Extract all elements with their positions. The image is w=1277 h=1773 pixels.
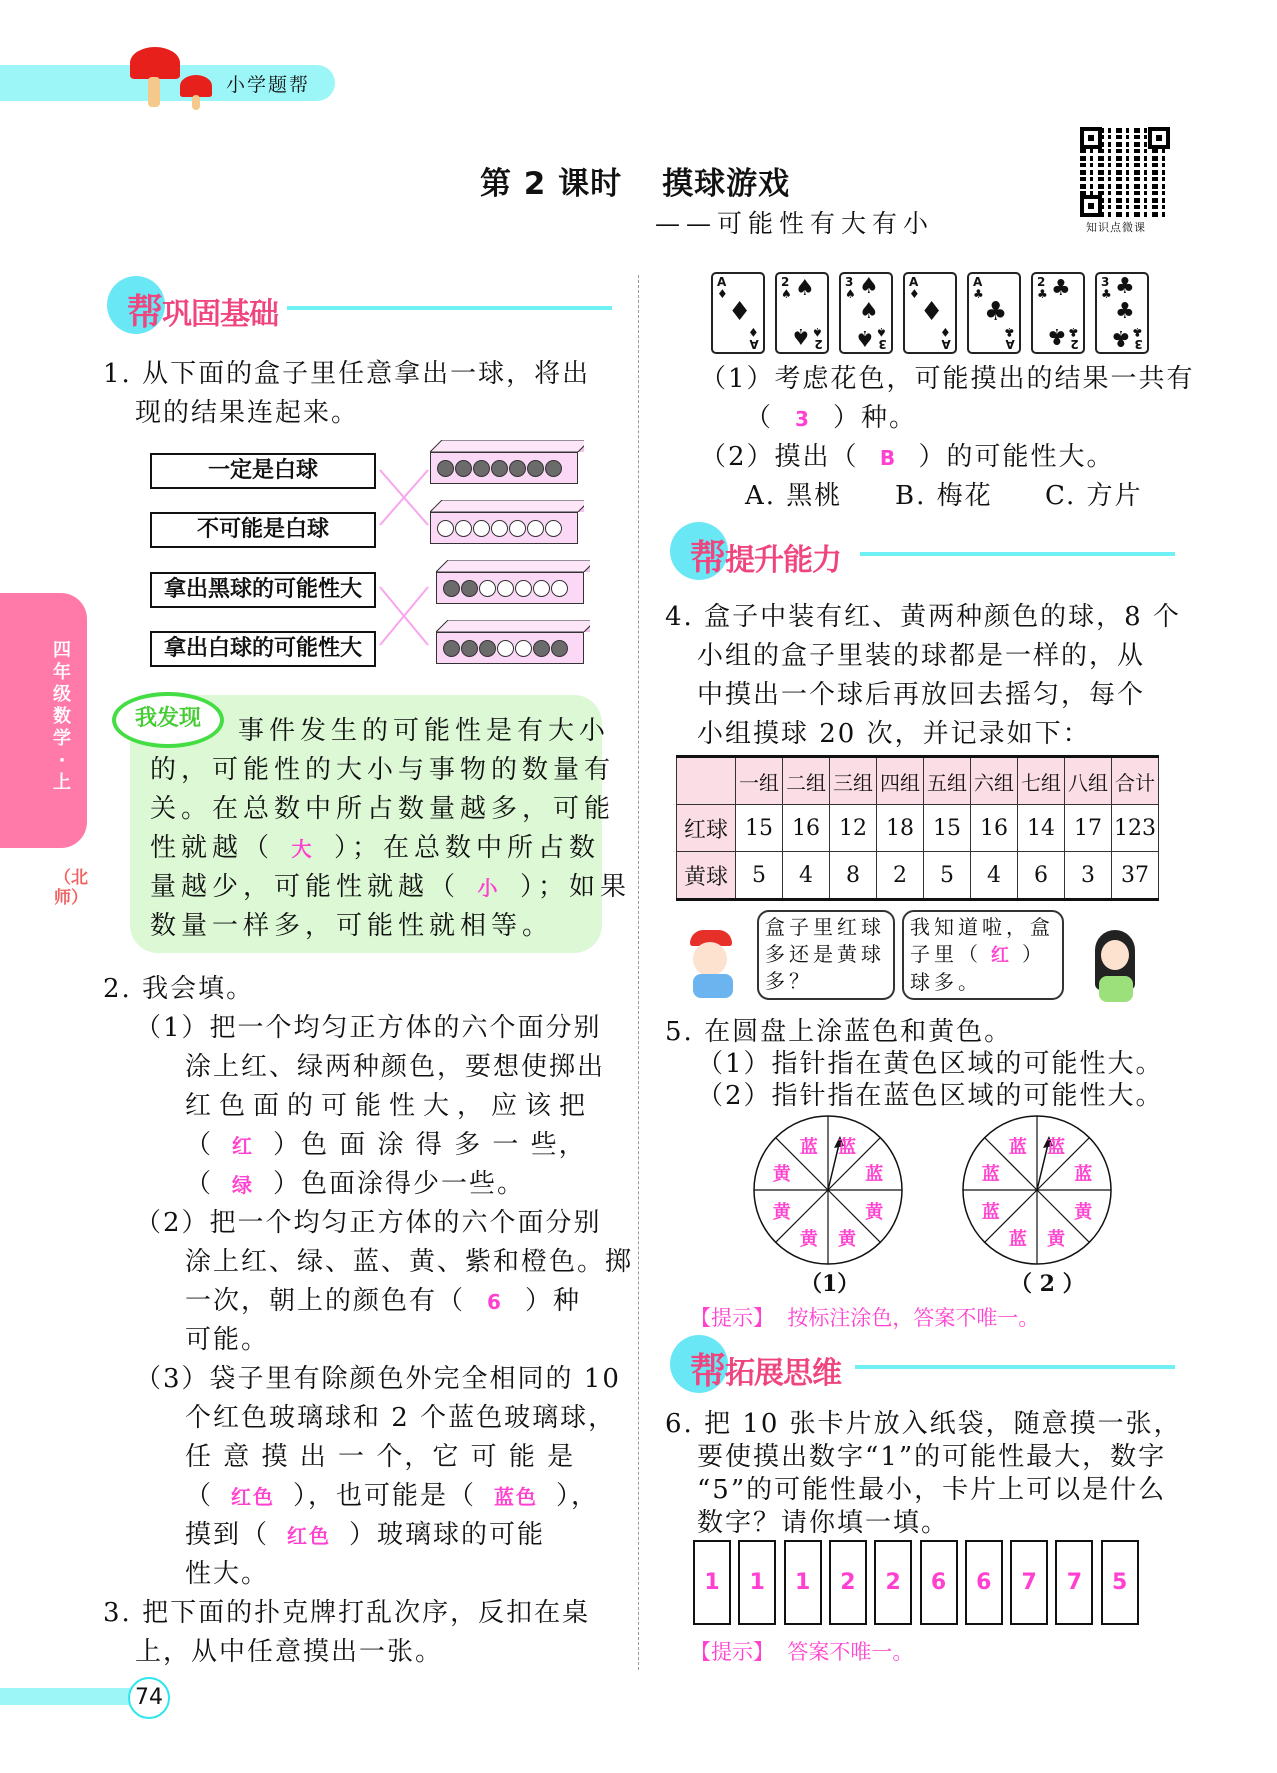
answer-big[interactable]: 大 bbox=[291, 837, 317, 861]
table-cell: 16 bbox=[971, 805, 1018, 852]
q4-line1: 4. 盒子中装有红、黄两种颜色的球，8 个 bbox=[665, 602, 1181, 632]
table-row bbox=[677, 805, 1159, 852]
white-ball bbox=[515, 580, 532, 597]
sector-color-label: 蓝 bbox=[1074, 1163, 1093, 1185]
answer-red-ball[interactable]: 红色 bbox=[231, 1485, 276, 1509]
table-cell: 6 bbox=[1018, 852, 1065, 900]
table-cell: 3 bbox=[1065, 852, 1112, 900]
white-ball bbox=[473, 520, 490, 537]
white-ball bbox=[533, 580, 550, 597]
discover-line6: 数量一样多，可能性就相等。 bbox=[150, 911, 554, 941]
card-rank: A ♦ bbox=[909, 275, 920, 301]
q1-text-line2: 现的结果连起来。 bbox=[135, 398, 360, 428]
sector-color-label: 黄 bbox=[1047, 1229, 1066, 1251]
mushroom-icon bbox=[130, 47, 180, 102]
suit-icon: ♣ bbox=[1115, 299, 1135, 324]
brand-label: 小学题帮 bbox=[226, 74, 311, 96]
card-rank: A ♦ bbox=[940, 325, 951, 351]
black-ball bbox=[443, 640, 460, 657]
table-header-row bbox=[677, 757, 1159, 805]
discover-line4: 性就越（ 大 ）；在总数中所占数 bbox=[150, 829, 600, 869]
sector-color-label: 黄 bbox=[1074, 1202, 1093, 1224]
suit-icon: ♦ bbox=[920, 297, 944, 327]
card-rank: 3 ♠ bbox=[845, 275, 856, 301]
q1-connect-lines bbox=[378, 465, 433, 665]
white-ball bbox=[515, 640, 532, 657]
playing-card[interactable] bbox=[839, 272, 893, 354]
sector-color-label: 蓝 bbox=[981, 1202, 1000, 1224]
black-ball bbox=[461, 580, 478, 597]
card-rank: 3 ♣ bbox=[1101, 275, 1112, 301]
table-cell: 5 bbox=[924, 852, 971, 900]
suit-icon: ♠ bbox=[859, 274, 879, 299]
sector-color-label: 黄 bbox=[865, 1202, 884, 1224]
discover-line5: 量越少，可能性就越（ 小 ）；如果 bbox=[150, 868, 631, 908]
sector-color-label: 蓝 bbox=[1008, 1229, 1027, 1251]
ball-box[interactable] bbox=[430, 440, 585, 470]
sector-color-label: 黄 bbox=[772, 1202, 791, 1224]
suit-icon: ♠ bbox=[855, 325, 875, 350]
table-header: 五组 bbox=[924, 757, 971, 805]
black-ball bbox=[491, 460, 508, 477]
girl-speech-bubble: 我知道啦，盒 子里（ 红 ） 球多。 bbox=[902, 910, 1064, 1000]
card-rank: A ♦ bbox=[748, 325, 759, 351]
sector-color-label: 黄 bbox=[772, 1163, 791, 1185]
q2-p3-line3: 任 意 摸 出 一 个，它 可 能 是 bbox=[185, 1442, 576, 1472]
q2-p3-line6: 性大。 bbox=[185, 1559, 270, 1589]
table-cell: 15 bbox=[736, 805, 783, 852]
row-label: 黄球 bbox=[677, 852, 736, 900]
q4-line2: 小组的盒子里装的球都是一样的，从 bbox=[697, 641, 1146, 671]
playing-card[interactable] bbox=[903, 272, 957, 354]
black-ball bbox=[527, 460, 544, 477]
q2-p3-line1: （3）袋子里有除颜色外完全相同的 10 bbox=[135, 1364, 621, 1394]
table-cell: 18 bbox=[877, 805, 924, 852]
answer-small[interactable]: 小 bbox=[477, 876, 503, 900]
spinner-2-caption: （ 2 ） bbox=[1010, 1271, 1085, 1297]
table-header: 二组 bbox=[783, 757, 830, 805]
spinner-1[interactable] bbox=[752, 1114, 904, 1266]
discover-line2: 的，可能性的大小与事物的数量有 bbox=[150, 755, 616, 785]
table-header: 四组 bbox=[877, 757, 924, 805]
discover-badge: 我发现 bbox=[112, 692, 224, 748]
number-card[interactable]: 6 bbox=[965, 1540, 1003, 1625]
q5-line1: 5. 在圆盘上涂蓝色和黄色。 bbox=[665, 1017, 1013, 1047]
sector-color-label: 蓝 bbox=[838, 1136, 857, 1158]
card-rank: 2 ♣ bbox=[1068, 325, 1079, 351]
q1-label-never-white[interactable]: 不可能是白球 bbox=[150, 512, 376, 548]
q2-p1-line4: （ 红 ）色 面 涂 得 多 一 些， bbox=[185, 1126, 587, 1166]
table-cell: 5 bbox=[736, 852, 783, 900]
q2-p1-line2: 涂上红、绿两种颜色，要想使掷出 bbox=[185, 1052, 606, 1082]
number-card[interactable]: 1 bbox=[784, 1540, 822, 1625]
answer-red[interactable]: 红 bbox=[232, 1134, 255, 1158]
section-improve: 帮提升能力 bbox=[670, 522, 1175, 582]
white-ball bbox=[437, 520, 454, 537]
table-cell: 4 bbox=[783, 852, 830, 900]
number-card[interactable]: 7 bbox=[1010, 1540, 1048, 1625]
white-ball bbox=[551, 580, 568, 597]
edition-label: （北师） bbox=[54, 868, 88, 908]
answer-blue-ball[interactable]: 蓝色 bbox=[494, 1485, 539, 1509]
table-cell: 8 bbox=[830, 852, 877, 900]
playing-card[interactable] bbox=[711, 272, 765, 354]
card-rank: A ♣ bbox=[1004, 325, 1015, 351]
white-ball bbox=[491, 520, 508, 537]
discover-line3: 关。在总数中所占数量越多，可能 bbox=[150, 794, 616, 824]
table-header: 一组 bbox=[736, 757, 783, 805]
table-cell: 37 bbox=[1112, 852, 1159, 900]
white-ball bbox=[479, 580, 496, 597]
girl-illustration bbox=[1085, 930, 1145, 1002]
ball-box[interactable] bbox=[436, 560, 591, 590]
spinner-2[interactable] bbox=[961, 1114, 1113, 1266]
table-cell: 15 bbox=[924, 805, 971, 852]
black-ball bbox=[551, 640, 568, 657]
boy-speech-bubble: 盒子里红球 多还是黄球 多？ bbox=[757, 910, 895, 1000]
answer-likely-ball[interactable]: 红色 bbox=[287, 1524, 332, 1548]
table-header: 七组 bbox=[1018, 757, 1065, 805]
q2-p2-line4: 可能。 bbox=[185, 1325, 270, 1355]
suit-icon: ♦ bbox=[728, 297, 752, 327]
ball-box[interactable] bbox=[430, 500, 585, 530]
sector-color-label: 蓝 bbox=[1047, 1136, 1066, 1158]
white-ball bbox=[545, 520, 562, 537]
sector-color-label: 蓝 bbox=[981, 1163, 1000, 1185]
number-card[interactable]: 2 bbox=[874, 1540, 912, 1625]
q1-label-white-likely[interactable]: 拿出白球的可能性大 bbox=[150, 631, 376, 667]
black-ball bbox=[443, 580, 460, 597]
suit-icon: ♠ bbox=[795, 276, 815, 301]
number-card[interactable]: 7 bbox=[1055, 1540, 1093, 1625]
white-ball bbox=[509, 520, 526, 537]
answer-three[interactable]: 3 bbox=[795, 407, 811, 431]
table-cell: 16 bbox=[783, 805, 830, 852]
playing-card[interactable] bbox=[1095, 272, 1149, 354]
sector-color-label: 蓝 bbox=[865, 1163, 884, 1185]
q2-p3-line4: （ 红色 ），也可能是（ 蓝色 ）， bbox=[185, 1477, 599, 1517]
white-ball bbox=[455, 520, 472, 537]
table-cell: 2 bbox=[877, 852, 924, 900]
table-header: 合计 bbox=[1112, 757, 1159, 805]
white-ball bbox=[497, 580, 514, 597]
card-rank: 2 ♠ bbox=[812, 325, 823, 351]
q1-label-black-likely[interactable]: 拿出黑球的可能性大 bbox=[150, 572, 376, 608]
sector-color-label: 黄 bbox=[838, 1229, 857, 1251]
section-basic: 帮巩固基础 bbox=[107, 276, 612, 336]
black-ball bbox=[533, 640, 550, 657]
suit-icon: ♠ bbox=[859, 299, 879, 324]
q3-option-c: C. 方片 bbox=[1045, 481, 1143, 511]
white-ball bbox=[497, 640, 514, 657]
q6-line3: “5”的可能性最小，卡片上可以是什么 bbox=[697, 1475, 1167, 1505]
answer-red-more[interactable]: 红 bbox=[991, 945, 1013, 966]
footer-band bbox=[0, 1688, 130, 1705]
table-cell: 12 bbox=[830, 805, 877, 852]
white-ball bbox=[527, 520, 544, 537]
number-card[interactable]: 2 bbox=[829, 1540, 867, 1625]
suit-icon: ♣ bbox=[1111, 325, 1131, 350]
q6-line1: 6. 把 10 张卡片放入纸袋，随意摸一张， bbox=[665, 1409, 1182, 1439]
column-divider bbox=[638, 275, 639, 1670]
table-cell: 14 bbox=[1018, 805, 1065, 852]
row-label: 红球 bbox=[677, 805, 736, 852]
q2-p1-line5: （ 绿 ）色面涂得少一些。 bbox=[185, 1165, 525, 1205]
card-rank: 3 ♣ bbox=[1132, 325, 1143, 351]
grade-label: 四年级数学·上 bbox=[53, 640, 71, 793]
q2-p3-line5: 摸到（ 红色 ）玻璃球的可能 bbox=[185, 1516, 545, 1556]
sector-color-label: 蓝 bbox=[799, 1136, 818, 1158]
table-header: 六组 bbox=[971, 757, 1018, 805]
qr-caption: 知识点微课 bbox=[1086, 221, 1146, 234]
card-rank: 3 ♠ bbox=[876, 325, 887, 351]
q1-label-always-white[interactable]: 一定是白球 bbox=[150, 453, 376, 489]
table-header: 三组 bbox=[830, 757, 877, 805]
black-ball bbox=[437, 460, 454, 477]
answer-six[interactable]: 6 bbox=[487, 1290, 503, 1314]
q2-p1-line3: 红色面的可能性大，应该把 bbox=[185, 1091, 594, 1121]
table-cell: 123 bbox=[1112, 805, 1159, 852]
card-rank: 2 ♠ bbox=[781, 275, 792, 301]
suit-icon: ♠ bbox=[791, 323, 811, 348]
q3-line1: 3. 把下面的扑克牌打乱次序，反扣在桌 bbox=[103, 1598, 591, 1628]
q5-line2: （1）指针指在黄色区域的可能性大。 bbox=[697, 1049, 1164, 1079]
q4-line4: 小组摸球 20 次，并记录如下： bbox=[697, 719, 1091, 749]
answer-b[interactable]: B bbox=[879, 446, 898, 470]
q3-option-a: A. 黑桃 bbox=[745, 481, 843, 511]
page-subtitle: ——可能性有大有小 bbox=[655, 209, 935, 238]
q5-line3: （2）指针指在蓝色区域的可能性大。 bbox=[697, 1081, 1164, 1111]
playing-card[interactable] bbox=[967, 272, 1021, 354]
q4-line3: 中摸出一个球后再放回去摇匀，每个 bbox=[697, 680, 1146, 710]
suit-icon: ♣ bbox=[1047, 323, 1067, 348]
table-cell: 4 bbox=[971, 852, 1018, 900]
mushroom-small-icon bbox=[180, 75, 212, 111]
q5-tip: 【提示】 按标注涂色，答案不唯一。 bbox=[690, 1306, 1040, 1330]
number-card[interactable]: 5 bbox=[1101, 1540, 1139, 1625]
card-rank: A ♦ bbox=[717, 275, 728, 301]
black-ball bbox=[545, 460, 562, 477]
q3-line2: 上，从中任意摸出一张。 bbox=[135, 1637, 444, 1667]
page-number: 74 bbox=[128, 1677, 170, 1719]
page-title: 第 2 课时 摸球游戏 bbox=[480, 166, 791, 202]
discover-line1: 事件发生的可能性是有大小 bbox=[238, 716, 611, 746]
q3-s1-line2: （ 3 ）种。 bbox=[745, 399, 917, 439]
card-rank: A ♣ bbox=[973, 275, 984, 301]
boy-illustration bbox=[685, 930, 745, 1000]
black-ball bbox=[509, 460, 526, 477]
number-card[interactable]: 6 bbox=[920, 1540, 958, 1625]
number-card[interactable]: 1 bbox=[693, 1540, 731, 1625]
answer-green[interactable]: 绿 bbox=[232, 1173, 255, 1197]
card-rank: 2 ♣ bbox=[1037, 275, 1048, 301]
number-card[interactable]: 1 bbox=[738, 1540, 776, 1625]
sector-color-label: 蓝 bbox=[1008, 1136, 1027, 1158]
side-tab bbox=[0, 593, 87, 848]
q2-title: 2. 我会填。 bbox=[103, 974, 255, 1004]
q3-option-b: B. 梅花 bbox=[895, 481, 993, 511]
q2-p2-line2: 涂上红、绿、蓝、黄、紫和橙色。掷 bbox=[185, 1247, 634, 1277]
table-header: 八组 bbox=[1065, 757, 1112, 805]
q3-s1-line1: （1）考虑花色，可能摸出的结果一共有 bbox=[700, 364, 1195, 394]
table-header bbox=[677, 757, 736, 805]
sector-color-label: 黄 bbox=[799, 1229, 818, 1251]
black-ball bbox=[479, 640, 496, 657]
q6-tip: 【提示】 答案不唯一。 bbox=[690, 1640, 914, 1664]
q3-s2-line: （2）摸出（ B ）的可能性大。 bbox=[700, 438, 1115, 478]
q6-line4: 数字？请你填一填。 bbox=[697, 1508, 950, 1538]
ball-box[interactable] bbox=[436, 620, 591, 650]
black-ball bbox=[473, 460, 490, 477]
suit-icon: ♣ bbox=[1115, 274, 1135, 299]
q1-text-line1: 1. 从下面的盒子里任意拿出一球，将出 bbox=[103, 359, 591, 389]
record-table bbox=[676, 755, 1159, 901]
q2-p1-line1: （1）把一个均匀正方体的六个面分别 bbox=[135, 1013, 602, 1043]
suit-icon: ♣ bbox=[984, 297, 1008, 327]
table-row bbox=[677, 852, 1159, 900]
playing-card[interactable] bbox=[775, 272, 829, 354]
q2-p2-line1: （2）把一个均匀正方体的六个面分别 bbox=[135, 1208, 602, 1238]
spinner-1-caption: （1） bbox=[800, 1271, 860, 1297]
section-expand: 帮拓展思维 bbox=[670, 1335, 1175, 1395]
playing-card[interactable] bbox=[1031, 272, 1085, 354]
q2-p2-line3: 一次，朝上的颜色有（ 6 ）种 bbox=[185, 1282, 581, 1322]
qr-code[interactable] bbox=[1080, 127, 1170, 217]
q2-p3-line2: 个红色玻璃球和 2 个蓝色玻璃球， bbox=[185, 1403, 617, 1433]
q6-line2: 要使摸出数字“1”的可能性最大，数字 bbox=[697, 1442, 1167, 1472]
black-ball bbox=[455, 460, 472, 477]
table-cell: 17 bbox=[1065, 805, 1112, 852]
black-ball bbox=[461, 640, 478, 657]
suit-icon: ♣ bbox=[1051, 276, 1071, 301]
